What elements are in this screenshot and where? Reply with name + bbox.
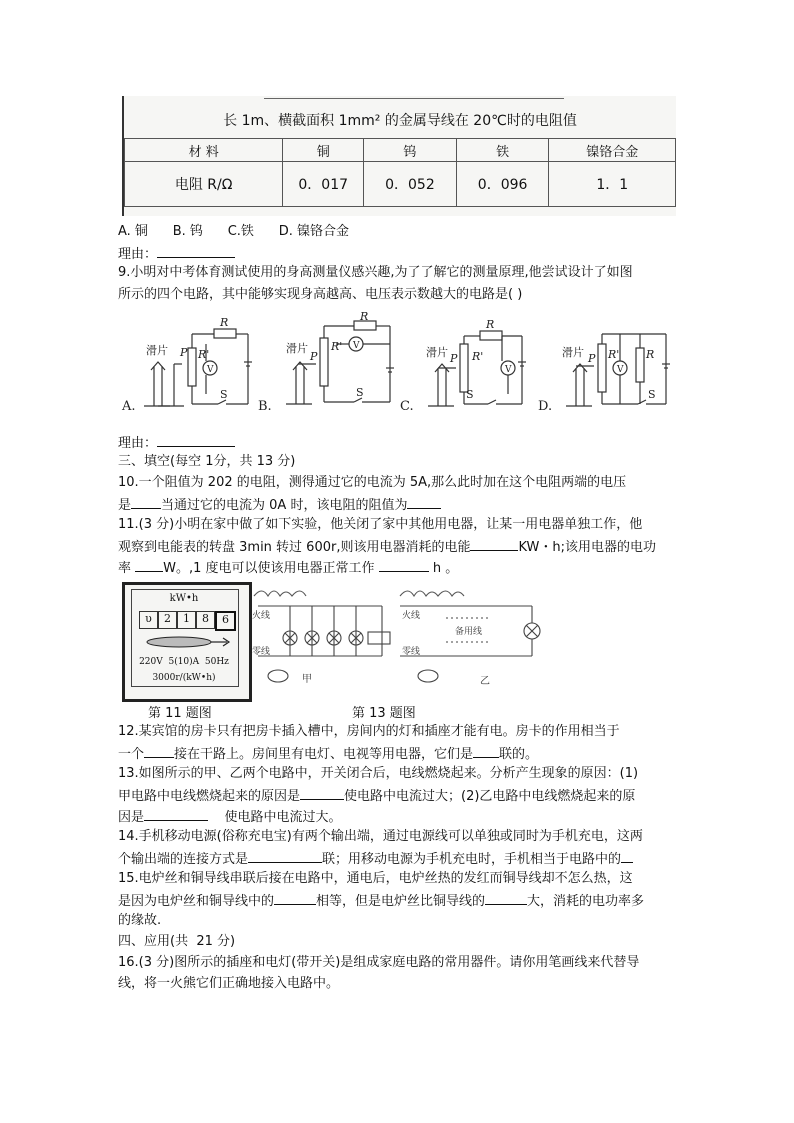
label-p-a: P bbox=[180, 346, 188, 359]
q10-line2 bbox=[118, 494, 441, 516]
q11-text-e: h 。 bbox=[432, 561, 459, 576]
table-header-iron: 铁 bbox=[456, 139, 549, 162]
q8-options: A. 铜 B. 钨 C.铁 D. 镍铬合金 bbox=[118, 224, 349, 239]
q12-blank-2[interactable] bbox=[473, 743, 499, 758]
q9-reason-label: 理由： bbox=[118, 436, 158, 451]
label-slider-d: 滑片 bbox=[562, 346, 584, 359]
q10-line1: 10.一个阻值为 202 的电阻，测得通过它的电流为 5A,那么此时加在这个电阻两端的电压 bbox=[118, 475, 627, 490]
label-r-b: R bbox=[360, 310, 369, 323]
fig13-fire-label: 火线 bbox=[252, 611, 271, 621]
meter-digit: υ bbox=[139, 611, 158, 629]
q11-text-c: 率 bbox=[118, 561, 132, 576]
q10-blank-2[interactable] bbox=[407, 494, 441, 509]
q10-blank-1[interactable] bbox=[131, 494, 161, 509]
q9-reason-blank[interactable] bbox=[157, 432, 235, 447]
label-s-b: S bbox=[356, 386, 364, 399]
resistance-table bbox=[124, 138, 676, 207]
q13-text-b: 使电路中电流过大；(2)乙电路中电线燃烧起来的原 bbox=[344, 789, 636, 804]
q11-blank-2[interactable] bbox=[135, 557, 163, 572]
q10-text-a: 是 bbox=[118, 498, 132, 513]
meter-rev: 3000r/(kW•h) bbox=[152, 673, 216, 683]
meter-spec: 220V 5(10)A 50Hz bbox=[139, 657, 229, 667]
q15-blank-2[interactable] bbox=[485, 890, 527, 905]
q16-line2: 线，将一火熊它们正确地接入电路中。 bbox=[118, 976, 340, 991]
label-v-c: V bbox=[505, 365, 512, 375]
table-header-material: 材 料 bbox=[125, 139, 283, 162]
q14-text-b: 联；用移动电源为手机充电时，手机相当于电路中的 bbox=[322, 852, 622, 867]
table-value-iron: 0．096 bbox=[456, 162, 549, 207]
label-p-b: P bbox=[310, 350, 318, 363]
q8-reason-blank[interactable] bbox=[157, 243, 235, 258]
label-slider-a: 滑片 bbox=[146, 344, 168, 357]
label-p-d: P bbox=[588, 352, 596, 365]
table-value-nichrome: 1．1 bbox=[549, 162, 676, 207]
cut-off-text bbox=[264, 90, 564, 99]
fig13-yi-label: 乙 bbox=[480, 676, 490, 687]
q10-text-b: 当通过它的电流为 0A 时，该电阻的阻值为 bbox=[161, 498, 408, 513]
fig13-spare-label: 备用线 bbox=[455, 627, 483, 637]
section-4-heading: 四、应用(共 21 分) bbox=[118, 934, 236, 949]
q13-line3 bbox=[118, 806, 342, 828]
q15-line1: 15.电炉丝和铜导线串联后接在电路中，通电后，电炉丝热的发红而铜导线却不怎么热，这 bbox=[118, 871, 633, 886]
q9-reason bbox=[118, 432, 235, 454]
label-rp-c: R' bbox=[472, 350, 484, 363]
fig13-jia-label: 甲 bbox=[302, 674, 312, 685]
label-r-d: R bbox=[646, 348, 655, 361]
resistance-table-scan bbox=[122, 96, 676, 216]
table-value-tungsten: 0．052 bbox=[364, 162, 457, 207]
q14-line1: 14.手机移动电源(俗称充电宝)有两个输出端，通过电源线可以单独或同时为手机充电，这两 bbox=[118, 829, 643, 844]
label-rp-b: R' bbox=[331, 340, 343, 353]
q14-line2 bbox=[118, 848, 633, 870]
q13-text-c: 因是 bbox=[118, 810, 145, 825]
label-slider-b: 滑片 bbox=[286, 342, 308, 355]
q12-text-c: 联的。 bbox=[499, 747, 539, 762]
q12-line1: 12.某宾馆的房卡只有把房卡插入槽中，房间内的灯和插座才能有电。房卡的作用相当于 bbox=[118, 724, 620, 739]
q9-circuit-figures bbox=[118, 310, 678, 426]
q13-blank-1[interactable] bbox=[300, 785, 344, 800]
q11-blank-1[interactable] bbox=[470, 536, 518, 551]
label-b: B. bbox=[258, 399, 272, 414]
label-v-b: V bbox=[353, 341, 360, 351]
q13-line2 bbox=[118, 785, 635, 807]
q15-text-c: 大，消耗的电功率多 bbox=[527, 894, 645, 909]
q14-blank-1[interactable] bbox=[248, 848, 322, 863]
label-v-a: V bbox=[207, 365, 214, 375]
q13-text-d: 使电路中电流过大。 bbox=[224, 810, 342, 825]
label-d: D. bbox=[538, 399, 553, 414]
section-3-heading: 三、填空(每空 1分，共 13 分) bbox=[118, 454, 296, 469]
fig13-fire2-label: 火线 bbox=[402, 611, 421, 621]
q11-line2 bbox=[118, 536, 656, 558]
label-s-c: S bbox=[466, 388, 474, 401]
label-s-a: S bbox=[220, 388, 228, 401]
label-rp-a: R' bbox=[198, 348, 210, 361]
meter-digit: 1 bbox=[177, 611, 196, 629]
meter-unit: kW•h bbox=[169, 593, 199, 604]
table-value-copper: 0．017 bbox=[283, 162, 364, 207]
label-r-a: R bbox=[220, 316, 229, 329]
fig13-zero-label: 零线 bbox=[252, 647, 271, 657]
meter-digit: 8 bbox=[196, 611, 215, 629]
label-c: C. bbox=[400, 399, 414, 414]
fig13-circuits bbox=[250, 584, 540, 692]
q13-line1: 13.如图所示的甲、乙两个电路中，开关闭合后，电线燃烧起来。分析产生现象的原因：(1) bbox=[118, 766, 639, 781]
table-header-nichrome: 镍铬合金 bbox=[549, 139, 676, 162]
circuit-a bbox=[158, 329, 252, 406]
q14-blank-2[interactable] bbox=[621, 848, 633, 863]
q8-reason-label: 理由： bbox=[118, 247, 158, 262]
table-row-label: 电阻 R/Ω bbox=[125, 162, 283, 207]
q16-line1: 16.(3 分)图所示的插座和电灯(带开关)是组成家庭电路的常用器件。请你用笔画线来代替导 bbox=[118, 955, 640, 970]
meter-disc-icon bbox=[141, 635, 231, 649]
label-slider-c: 滑片 bbox=[426, 346, 448, 359]
q9-line1: 9.小明对中考体育测试使用的身高测量仪感兴趣,为了了解它的测量原理,他尝试设计了如图 bbox=[118, 265, 633, 280]
q13-blank-2[interactable] bbox=[144, 806, 208, 821]
q8-reason bbox=[118, 243, 235, 265]
table-header-copper: 铜 bbox=[283, 139, 364, 162]
caption-fig11: 第 11 题图 bbox=[148, 706, 212, 721]
q9-line2: 所示的四个电路，其中能够实现身高越高、电压表示数越大的电路是( ) bbox=[118, 287, 523, 302]
q12-line2 bbox=[118, 743, 538, 765]
table-title: 长 1m、横截面积 1mm² 的金属导线在 20℃时的电阻值 bbox=[223, 113, 577, 129]
meter-digit: 2 bbox=[158, 611, 177, 629]
circuit-c bbox=[438, 331, 526, 404]
label-s-d: S bbox=[648, 388, 656, 401]
electric-meter bbox=[122, 582, 252, 702]
q11-text-b: KW・h;该用电器的电功 bbox=[518, 540, 657, 555]
q15-line2 bbox=[118, 890, 644, 912]
label-rp-d: R' bbox=[608, 348, 620, 361]
label-v-d: V bbox=[617, 365, 624, 375]
fig13-zero2-label: 零线 bbox=[402, 647, 421, 657]
label-a: A. bbox=[122, 399, 136, 414]
label-p-c: P bbox=[450, 352, 458, 365]
q11-text-a: 观察到电能表的转盘 3min 转过 600r,则该用电器消耗的电能 bbox=[118, 540, 471, 555]
q14-text-a: 个输出端的连接方式是 bbox=[118, 852, 249, 867]
q12-text-a: 一个 bbox=[118, 747, 145, 762]
q12-blank-1[interactable] bbox=[144, 743, 174, 758]
meter-digit: 6 bbox=[215, 611, 236, 631]
caption-fig13: 第 13 题图 bbox=[352, 706, 416, 721]
table-header-tungsten: 钨 bbox=[364, 139, 457, 162]
q12-text-b: 接在干路上。房间里有电灯、电视等用电器，它们是 bbox=[174, 747, 474, 762]
q11-line3 bbox=[118, 557, 458, 579]
q11-blank-3[interactable] bbox=[379, 557, 429, 572]
q15-text-a: 是因为电炉丝和铜导线中的 bbox=[118, 894, 275, 909]
q11-line1: 11.(3 分)小明在家中做了如下实验，他关闭了家中其他用电器，让某一用电器单独工作，他 bbox=[118, 517, 643, 532]
q15-line3: 的缘故. bbox=[118, 913, 162, 928]
q15-blank-1[interactable] bbox=[274, 890, 316, 905]
label-r-c: R bbox=[486, 318, 495, 331]
q11-text-d: W。,1 度电可以使该用电器正常工作 bbox=[163, 561, 375, 576]
meter-digits bbox=[139, 611, 236, 631]
q15-text-b: 相等，但是电炉丝比铜导线的 bbox=[316, 894, 486, 909]
q13-text-a: 甲电路中电线燃烧起来的原因是 bbox=[118, 789, 301, 804]
